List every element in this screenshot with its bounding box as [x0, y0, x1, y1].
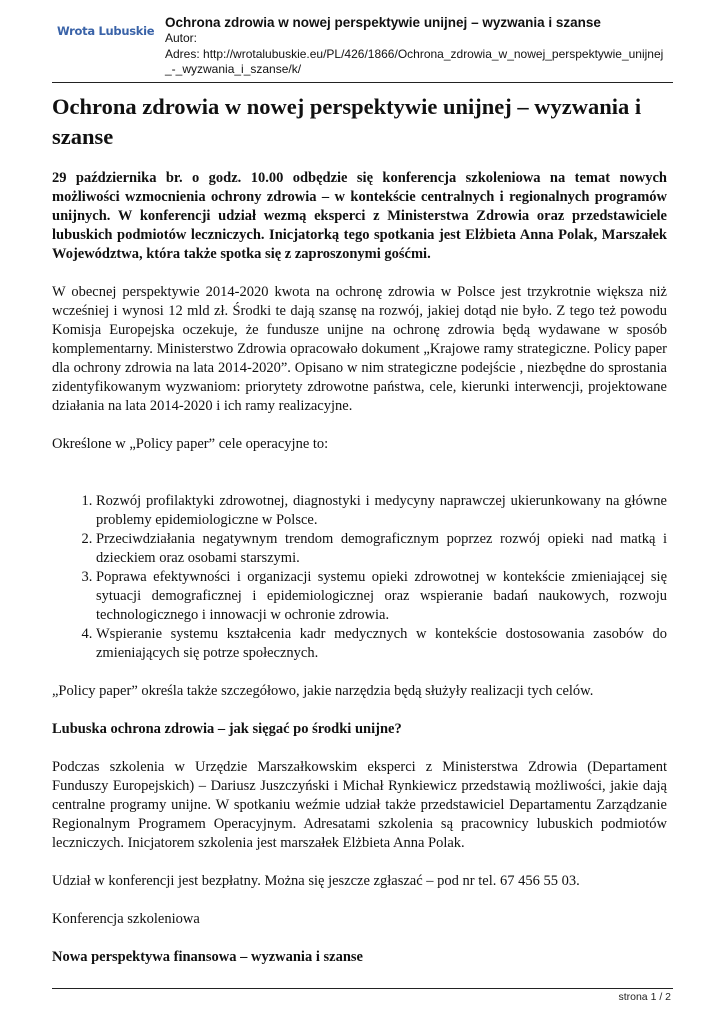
wrota-lubuskie-logo: Wrota Lubuskie: [57, 24, 155, 38]
paragraph-5: Udział w konferencji jest bezpłatny. Można się jeszcze zgłaszać – pod nr tel. 67 456 55 03.: [52, 873, 580, 889]
paragraph-1: W obecnej perspektywie 2014-2020 kwota na ochronę zdrowia w Polsce jest trzykrotnie większa niż wcześniej i wynosi 12 mld zł. Środki te dają szansę na rozwój, jakiej dotąd nie było. Z tego też powodu Komisja Europejska oczekuje, że fundusze unijne na ochronę zdrowia będą wydawane w sposób komplementarny. Ministerstwo Zdrowia opracowało dokument „Krajowe ramy strategiczne. Policy paper dla ochrony zdrowia na lata 2014-2020”. Opisano w nim strategiczne podejście , niezbędne do sprostania zidentyfikowanym wyzwaniom: priorytety zdrowotne państwa, cele, kierunki interwencji, projektowane działania na lata 2014-2020 i ich ramy realizacyjne.: [52, 284, 667, 414]
header-title: Ochrona zdrowia w nowej perspektywie unijnej – wyzwania i szanse: [165, 15, 601, 30]
paragraph-6: Konferencja szkoleniowa: [52, 911, 200, 927]
page-header: [52, 14, 673, 83]
goal-item: 1. Rozwój profilaktyki zdrowotnej, diagnostyki i medycyny naprawczej ukierunkowany na główne problemy epidemiologiczne w Polsce.: [96, 492, 667, 530]
goal-item: 3. Poprawa efektywności i organizacji systemu opieki zdrowotnej w kontekście zmieniającej się sytuacji demograficznej i epidemiologicznej oraz wspieranie badań naukowych, rozwoju technologicznego i innowacji w ochronie zdrowia.: [96, 568, 667, 625]
goal-item: 2. Przeciwdziałania negatywnym trendom demograficznym poprzez rozwój opieki nad matką i dzieckiem oraz osobami starszymi.: [96, 530, 667, 568]
article-title: Ochrona zdrowia w nowej perspektywie unijnej – wyzwania i szanse: [52, 94, 642, 149]
header-author: Autor:: [165, 31, 198, 45]
article-body: [52, 92, 667, 986]
paragraph-3: „Policy paper” określa także szczegółowo, jakie narzędzia będą służyły realizacji tych celów.: [52, 683, 594, 699]
goals-list: [52, 492, 667, 663]
paragraph-2: Określone w „Policy paper” cele operacyjne to:: [52, 436, 329, 452]
page-footer: [52, 988, 673, 1003]
header-meta: [165, 14, 675, 78]
goal-item: 4. Wspieranie systemu kształcenia kadr medycznych w kontekście dostosowania zasobów do zmieniających się potrze społecznych.: [96, 625, 667, 663]
paragraph-4: Podczas szkolenia w Urzędzie Marszałkowskim eksperci z Ministerstwa Zdrowia (Departament Funduszy Europejskich) – Dariusz Juszczyński i Michał Rynkiewicz przedstawią możliwości, jakie dają centralne programy unijne. W spotkaniu weźmie udział także przedstawiciel Departamentu Zarządzanie Regionalnym Programem Operacyjnym. Adresatami szkolenia są pracownicy lubuskich podmiotów leczniczych. Inicjatorem szkolenia jest marszałek Elżbieta Anna Polak.: [52, 759, 667, 851]
subheading-lubuska: Lubuska ochrona zdrowia – jak sięgać po środki unijne?: [52, 721, 402, 737]
header-address: Adres: http://wrotalubuskie.eu/PL/426/1866/Ochrona_zdrowia_w_nowej_perspektywie_unijnej _-_wyzwania_i_szanse/k/: [165, 46, 664, 76]
page-number: strona 1 / 2: [618, 991, 671, 1003]
subheading-nowa-perspektywa: Nowa perspektywa finansowa – wyzwania i szanse: [52, 949, 363, 965]
article-lead: 29 października br. o godz. 10.00 odbędzie się konferencja szkoleniowa na temat nowych możliwości wzmocnienia ochrony zdrowia – w kontekście centralnych i regionalnych programów unijnych. W konferencji udział wezmą eksperci z Ministerstwa Zdrowia oraz przedstawiciele lubuskich podmiotów leczniczych. Inicjatorką tego spotkania jest Elżbieta Anna Polak, Marszałek Województwa, która także spotka się z zaproszonymi gośćmi.: [52, 170, 667, 262]
